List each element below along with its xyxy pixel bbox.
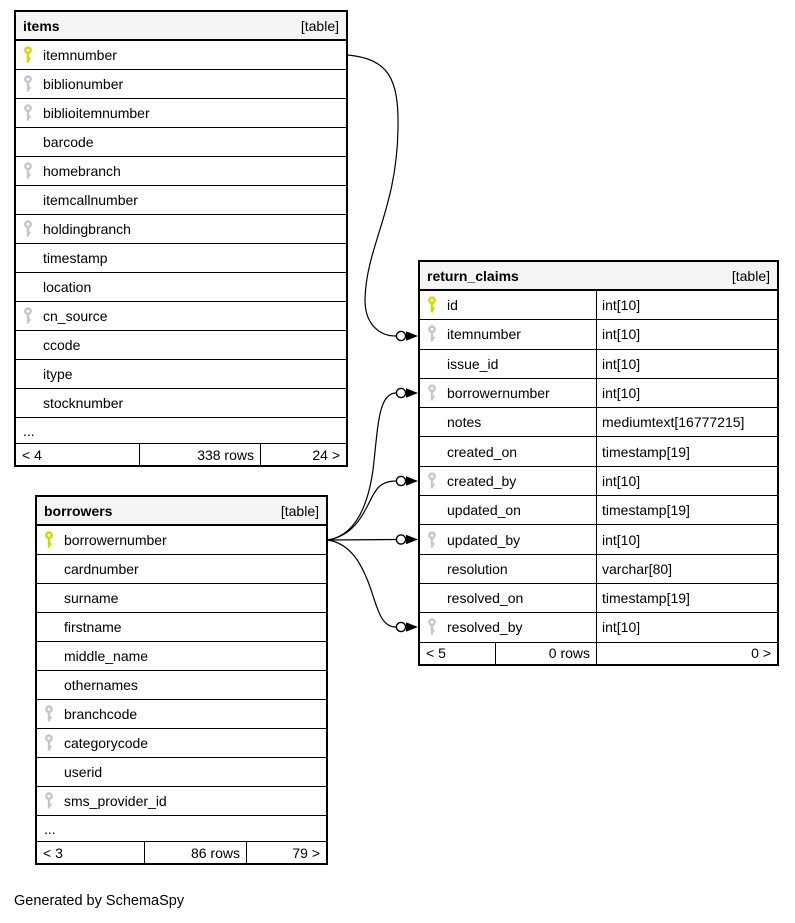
column-type: int[10] bbox=[602, 531, 641, 548]
relationship-arrowhead bbox=[406, 622, 418, 632]
column-row bbox=[420, 555, 777, 584]
relationship-line bbox=[328, 540, 396, 627]
truncation-row: ... bbox=[37, 816, 326, 842]
table-name: return_claims bbox=[427, 267, 519, 284]
column-name: sms_provider_id bbox=[64, 793, 167, 809]
column-type: varchar[80] bbox=[602, 560, 673, 577]
column-name-cell bbox=[16, 331, 346, 359]
table-name: borrowers bbox=[44, 502, 113, 519]
table-footer bbox=[37, 842, 326, 863]
column-name: updated_by bbox=[447, 531, 521, 548]
foreign-key-icon bbox=[16, 307, 43, 325]
column-row bbox=[16, 41, 346, 70]
column-name-cell bbox=[420, 467, 597, 495]
foreign-key-icon bbox=[37, 705, 64, 723]
column-name-cell bbox=[16, 99, 346, 127]
column-name-cell bbox=[420, 437, 597, 465]
column-type: int[10] bbox=[602, 472, 641, 489]
column-row bbox=[16, 215, 346, 244]
column-row bbox=[37, 584, 326, 613]
foreign-key-icon bbox=[16, 75, 43, 93]
column-name-cell bbox=[420, 613, 597, 641]
column-type: timestamp[19] bbox=[602, 502, 690, 519]
column-name: notes bbox=[447, 414, 482, 431]
column-row bbox=[420, 613, 777, 642]
relationship-line bbox=[328, 540, 396, 541]
column-name: resolved_on bbox=[447, 590, 524, 607]
table-footer bbox=[420, 643, 777, 664]
column-name-cell bbox=[37, 758, 326, 786]
footer-rowcount: 86 rows bbox=[145, 842, 247, 863]
column-name: cardnumber bbox=[64, 561, 139, 577]
column-name-cell bbox=[16, 360, 346, 388]
table-footer bbox=[16, 444, 346, 465]
column-name-cell bbox=[37, 642, 326, 670]
column-row bbox=[420, 525, 777, 554]
column-name-cell bbox=[16, 41, 346, 69]
table-borrowers[interactable] bbox=[35, 495, 328, 865]
column-name: ccode bbox=[43, 337, 81, 353]
column-name: cn_source bbox=[43, 308, 108, 324]
column-name: borrowernumber bbox=[64, 532, 167, 548]
column-name-cell bbox=[420, 525, 597, 553]
column-name-cell bbox=[37, 555, 326, 583]
column-name: surname bbox=[64, 590, 119, 606]
column-row bbox=[16, 99, 346, 128]
relationship-endpoint-circle bbox=[396, 331, 405, 340]
column-name: othernames bbox=[64, 677, 138, 693]
column-row bbox=[37, 787, 326, 816]
relationship-arrowhead bbox=[406, 535, 418, 545]
column-row bbox=[16, 389, 346, 418]
footer-rowcount: 0 rows bbox=[496, 643, 597, 664]
relationship-endpoint-circle bbox=[396, 622, 405, 631]
column-row bbox=[16, 360, 346, 389]
column-name-cell bbox=[37, 787, 326, 815]
column-name-cell bbox=[16, 389, 346, 417]
footer-parents: < 5 bbox=[420, 643, 496, 664]
column-name: created_by bbox=[447, 472, 517, 489]
relationship-endpoint-circle bbox=[396, 388, 405, 397]
column-row bbox=[37, 700, 326, 729]
table-return-claims[interactable] bbox=[418, 260, 779, 666]
table-header bbox=[16, 12, 346, 41]
table-type-badge: [table] bbox=[300, 17, 339, 34]
column-name: itemcallnumber bbox=[43, 192, 138, 208]
foreign-key-icon bbox=[420, 531, 447, 549]
column-name: issue_id bbox=[447, 355, 499, 372]
column-name-cell bbox=[420, 555, 597, 583]
generated-by-note: Generated by SchemaSpy bbox=[14, 893, 185, 909]
foreign-key-icon bbox=[420, 618, 447, 636]
column-type: int[10] bbox=[602, 297, 641, 314]
column-name: resolution bbox=[447, 560, 508, 577]
relationship-line bbox=[348, 55, 398, 336]
column-name-cell bbox=[37, 700, 326, 728]
relationship-endpoint-circle bbox=[396, 476, 405, 485]
column-name-cell bbox=[16, 302, 346, 330]
table-header bbox=[420, 262, 777, 291]
table-items[interactable] bbox=[14, 10, 348, 467]
column-name: itype bbox=[43, 366, 73, 382]
foreign-key-icon bbox=[16, 220, 43, 238]
column-name: created_on bbox=[447, 443, 518, 460]
column-name: middle_name bbox=[64, 648, 149, 664]
truncation-row: ... bbox=[16, 418, 346, 444]
column-row bbox=[16, 273, 346, 302]
column-name-cell bbox=[420, 291, 597, 319]
column-row bbox=[16, 70, 346, 99]
column-row bbox=[16, 331, 346, 360]
column-type: int[10] bbox=[602, 619, 641, 636]
column-name: firstname bbox=[64, 619, 122, 635]
column-name-cell bbox=[420, 584, 597, 612]
column-name: resolved_by bbox=[447, 619, 523, 636]
footer-parents: < 3 bbox=[37, 842, 145, 863]
column-name: id bbox=[447, 297, 458, 314]
relationship-line bbox=[328, 481, 396, 540]
relationship-arrowhead bbox=[406, 388, 418, 398]
footer-parents: < 4 bbox=[16, 444, 140, 465]
column-row bbox=[420, 496, 777, 525]
column-type: int[10] bbox=[602, 355, 641, 372]
footer-children: 79 > bbox=[292, 844, 320, 861]
foreign-key-icon bbox=[420, 472, 447, 490]
column-type: timestamp[19] bbox=[602, 590, 690, 607]
column-name-cell bbox=[420, 320, 597, 348]
column-name-cell bbox=[16, 70, 346, 98]
column-name: location bbox=[43, 279, 92, 295]
column-name-cell bbox=[420, 350, 597, 378]
column-name: borrowernumber bbox=[447, 385, 550, 402]
column-row bbox=[37, 729, 326, 758]
column-name: biblionumber bbox=[43, 76, 124, 92]
footer-rowcount: 338 rows bbox=[140, 444, 261, 465]
column-row bbox=[37, 671, 326, 700]
primary-key-icon bbox=[37, 531, 64, 549]
column-name-cell bbox=[16, 157, 346, 185]
column-name-cell bbox=[37, 613, 326, 641]
column-row bbox=[16, 302, 346, 331]
column-row bbox=[16, 244, 346, 273]
column-name: updated_on bbox=[447, 502, 521, 519]
column-type: mediumtext[16777215] bbox=[602, 414, 745, 431]
table-type-badge: [table] bbox=[280, 502, 319, 519]
column-row bbox=[420, 437, 777, 466]
column-type: timestamp[19] bbox=[602, 443, 690, 460]
foreign-key-icon bbox=[37, 734, 64, 752]
column-row bbox=[420, 408, 777, 437]
column-row bbox=[420, 350, 777, 379]
column-name: categorycode bbox=[64, 735, 149, 751]
column-name-cell bbox=[37, 526, 326, 554]
foreign-key-icon bbox=[420, 384, 447, 402]
column-type: int[10] bbox=[602, 385, 641, 402]
column-name-cell bbox=[16, 244, 346, 272]
column-row bbox=[420, 291, 777, 320]
column-row bbox=[37, 555, 326, 584]
column-row bbox=[16, 128, 346, 157]
foreign-key-icon bbox=[16, 162, 43, 180]
column-name: branchcode bbox=[64, 706, 138, 722]
footer-children: 24 > bbox=[312, 446, 340, 463]
column-name-cell bbox=[16, 186, 346, 214]
column-row bbox=[420, 584, 777, 613]
column-name-cell bbox=[420, 379, 597, 407]
column-name: itemnumber bbox=[447, 326, 521, 343]
table-type-badge: [table] bbox=[731, 267, 770, 284]
column-row bbox=[16, 186, 346, 215]
relationship-arrowhead bbox=[406, 476, 418, 486]
column-name: timestamp bbox=[43, 250, 108, 266]
column-row bbox=[37, 642, 326, 671]
column-name-cell bbox=[16, 273, 346, 301]
column-name: stocknumber bbox=[43, 395, 124, 411]
column-row bbox=[420, 379, 777, 408]
relationship-endpoint-circle bbox=[396, 535, 405, 544]
table-header bbox=[37, 497, 326, 526]
column-name: homebranch bbox=[43, 163, 121, 179]
column-row bbox=[37, 758, 326, 787]
column-row bbox=[16, 157, 346, 186]
column-name: holdingbranch bbox=[43, 221, 131, 237]
column-name-cell bbox=[16, 128, 346, 156]
column-name: itemnumber bbox=[43, 47, 117, 63]
column-name-cell bbox=[420, 496, 597, 524]
column-name-cell bbox=[37, 584, 326, 612]
column-row bbox=[37, 613, 326, 642]
table-name: items bbox=[23, 17, 60, 34]
column-name-cell bbox=[37, 729, 326, 757]
column-name: barcode bbox=[43, 134, 94, 150]
column-name-cell bbox=[37, 671, 326, 699]
column-name: biblioitemnumber bbox=[43, 105, 150, 121]
primary-key-icon bbox=[420, 296, 447, 314]
column-row bbox=[420, 467, 777, 496]
footer-children: 0 > bbox=[751, 645, 771, 662]
column-row bbox=[420, 320, 777, 349]
foreign-key-icon bbox=[16, 104, 43, 122]
column-name-cell bbox=[420, 408, 597, 436]
foreign-key-icon bbox=[420, 325, 447, 343]
primary-key-icon bbox=[16, 46, 43, 64]
foreign-key-icon bbox=[37, 792, 64, 810]
column-name-cell bbox=[16, 215, 346, 243]
relationship-arrowhead bbox=[406, 331, 418, 341]
column-type: int[10] bbox=[602, 326, 641, 343]
column-row bbox=[37, 526, 326, 555]
column-name: userid bbox=[64, 764, 103, 780]
